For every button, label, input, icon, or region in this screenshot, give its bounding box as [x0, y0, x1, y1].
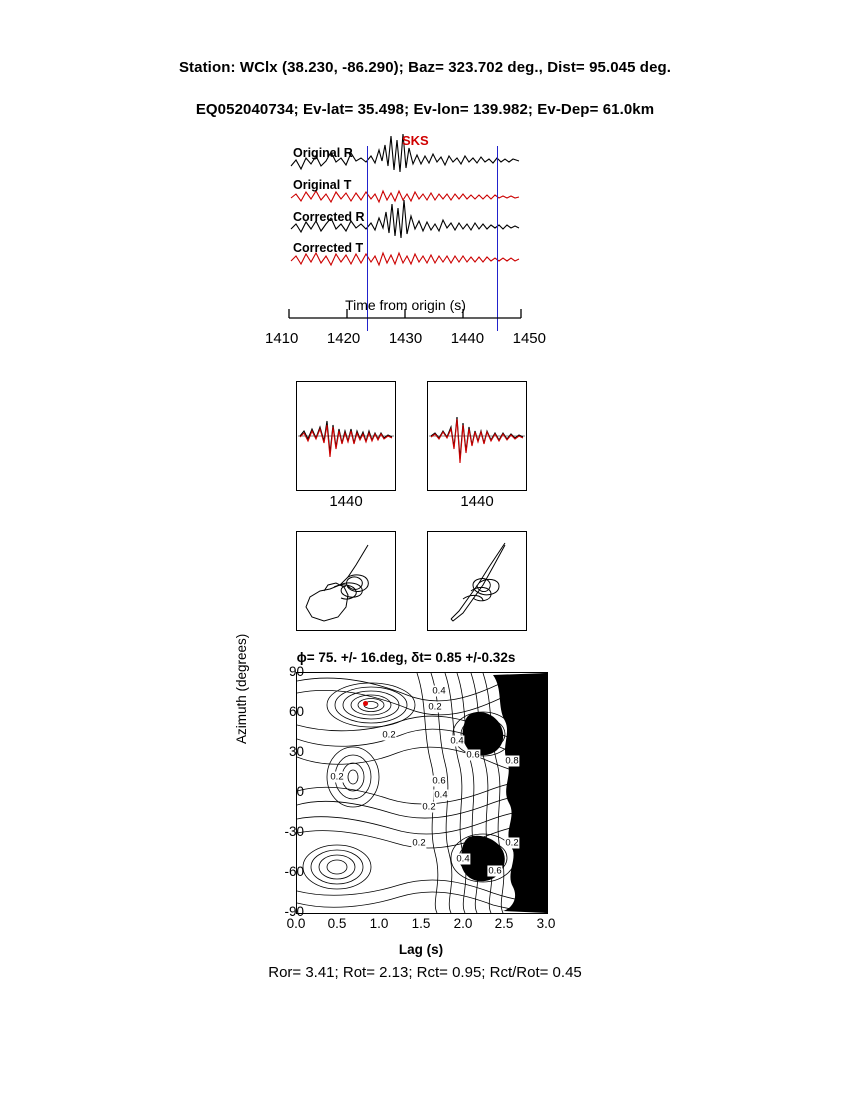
header-station-line: Station: WClx (38.230, -86.290); Baz= 323.702 deg., Dist= 95.045 deg.: [178, 59, 672, 76]
azimuth-axis-label: Azimuth (degrees): [234, 633, 249, 744]
lag-tick: 0.0: [286, 916, 306, 931]
lag-tick: 2.0: [453, 916, 473, 931]
contour-label: 0.4: [450, 735, 464, 747]
contour-label: 0.2: [330, 771, 344, 783]
waveform-panel: [265, 128, 546, 358]
window-box-left-traces: [296, 381, 396, 491]
azimuth-tick: -90: [284, 904, 304, 919]
lag-tick: 3.0: [536, 916, 556, 931]
header-event-line: EQ052040734; Ev-lat= 35.498; Ev-lon= 139.982; Ev-Dep= 61.0km: [195, 101, 655, 118]
contour-label: 0.2: [412, 837, 426, 849]
window-box-right-traces: [427, 381, 527, 491]
contour-label: 0.2: [505, 837, 519, 849]
particle-motion-box-corrected: [427, 531, 527, 631]
trace-label-corrected-r: Corrected R: [293, 210, 365, 224]
trace-label-original-r: Original R: [293, 146, 353, 160]
time-tick: 1440: [450, 330, 485, 347]
contour-label: 0.8: [505, 755, 519, 767]
azimuth-tick: 90: [288, 664, 304, 679]
contour-label: 0.6: [466, 749, 480, 761]
trace-label-corrected-t: Corrected T: [293, 241, 364, 255]
contour-label: 0.2: [428, 701, 442, 713]
best-fit-marker: [363, 701, 368, 706]
window-box-left: [296, 381, 396, 510]
particle-motion-box-uncorrected: [296, 531, 396, 631]
particle-motion-corrected-trace: [427, 531, 527, 631]
contour-label: 0.2: [422, 801, 436, 813]
contour-label: 0.6: [432, 775, 446, 787]
contour-label: 0.4: [456, 853, 470, 865]
time-tick: 1450: [512, 330, 546, 347]
contour-label: 0.4: [434, 789, 448, 801]
particle-motion-panel: [296, 531, 528, 631]
azimuth-tick: -60: [284, 864, 304, 879]
window-box-left-tick: 1440: [329, 493, 363, 510]
particle-motion-uncorrected-trace: [296, 531, 396, 631]
sks-phase-label: SKS: [402, 133, 429, 148]
window-comparison-panel: [296, 381, 528, 516]
azimuth-tick: -30: [284, 824, 304, 839]
error-surface-title: ϕ= 75. +/- 16.deg, δt= 0.85 +/-0.32s: [296, 650, 516, 665]
lag-axis-label: Lag (s): [398, 942, 444, 957]
lag-tick: 1.5: [411, 916, 431, 931]
time-tick: 1430: [388, 330, 423, 347]
time-tick: 1420: [326, 330, 361, 347]
trace-label-original-t: Original T: [293, 178, 352, 192]
contour-label: 0.6: [488, 865, 502, 877]
error-surface-plot: [296, 672, 548, 914]
azimuth-tick: 0: [296, 784, 304, 799]
error-surface-panel: [234, 633, 556, 957]
window-box-right: [427, 381, 527, 510]
lag-tick: 1.0: [369, 916, 389, 931]
time-tick: 1410: [265, 330, 299, 347]
contour-lines: [297, 673, 547, 913]
azimuth-tick: 60: [288, 704, 304, 719]
lag-tick: 2.5: [494, 916, 514, 931]
contour-label: 0.4: [432, 685, 446, 697]
window-box-right-tick: 1440: [460, 493, 494, 510]
azimuth-tick: 30: [288, 744, 304, 759]
lag-tick: 0.5: [327, 916, 347, 931]
footer-ratios: Ror= 3.41; Rot= 2.13; Rct= 0.95; Rct/Rot= 0.45: [268, 964, 582, 981]
time-axis-ticks: [265, 330, 546, 347]
contour-label: 0.2: [382, 729, 396, 741]
time-axis-title: Time from origin (s): [345, 297, 466, 313]
